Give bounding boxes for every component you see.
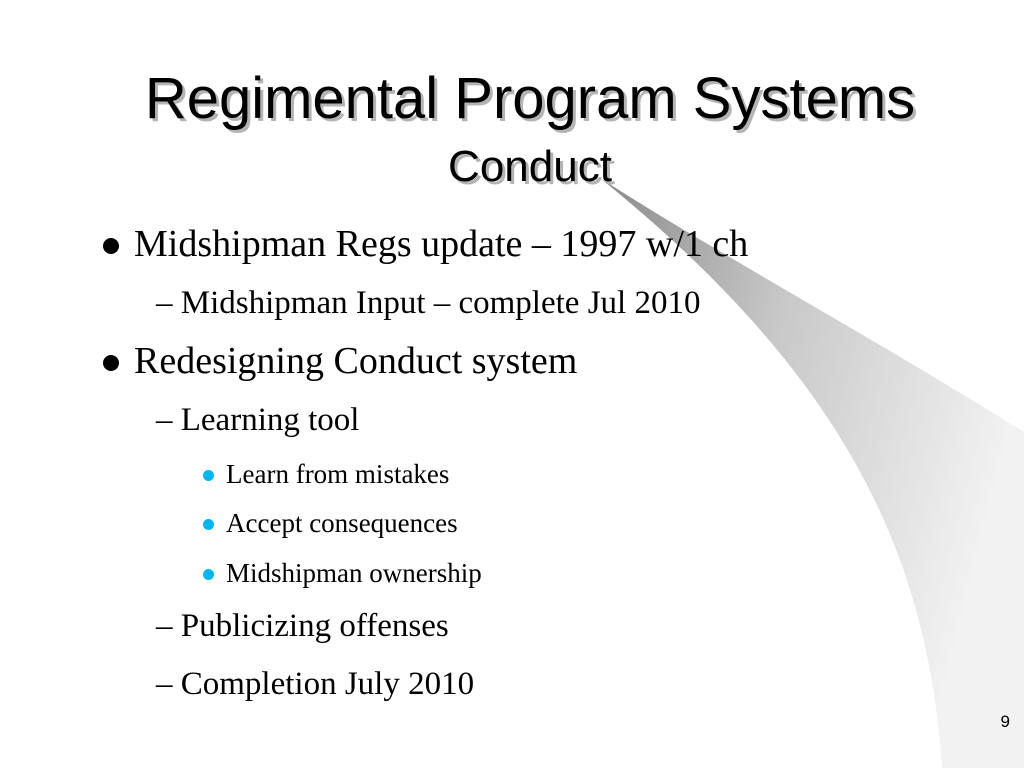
bullet-level1: Redesigning Conduct system	[134, 340, 578, 382]
bullet-dot	[103, 355, 119, 371]
bullet-level3: Accept consequences	[226, 508, 458, 538]
slide-title: Regimental Program Systems	[144, 66, 916, 131]
bullet-level2: – Learning tool	[156, 402, 360, 438]
bullet-level3: Learn from mistakes	[226, 459, 450, 489]
sub-bullet-dot	[203, 470, 214, 481]
bullet-level2: – Midshipman Input – complete Jul 2010	[156, 285, 701, 321]
bullet-level1: Midshipman Regs update – 1997 w/1 ch	[134, 223, 749, 265]
page-number: 9	[1000, 712, 1010, 731]
sub-bullet-dot	[203, 569, 214, 580]
bullet-level2: – Completion July 2010	[156, 666, 475, 702]
slide-subtitle: Conduct	[448, 142, 612, 191]
bullet-level2: – Publicizing offenses	[156, 608, 449, 644]
sub-bullet-dot	[203, 519, 214, 530]
bullet-dot	[103, 238, 119, 254]
bullet-level3: Midshipman ownership	[226, 558, 482, 588]
